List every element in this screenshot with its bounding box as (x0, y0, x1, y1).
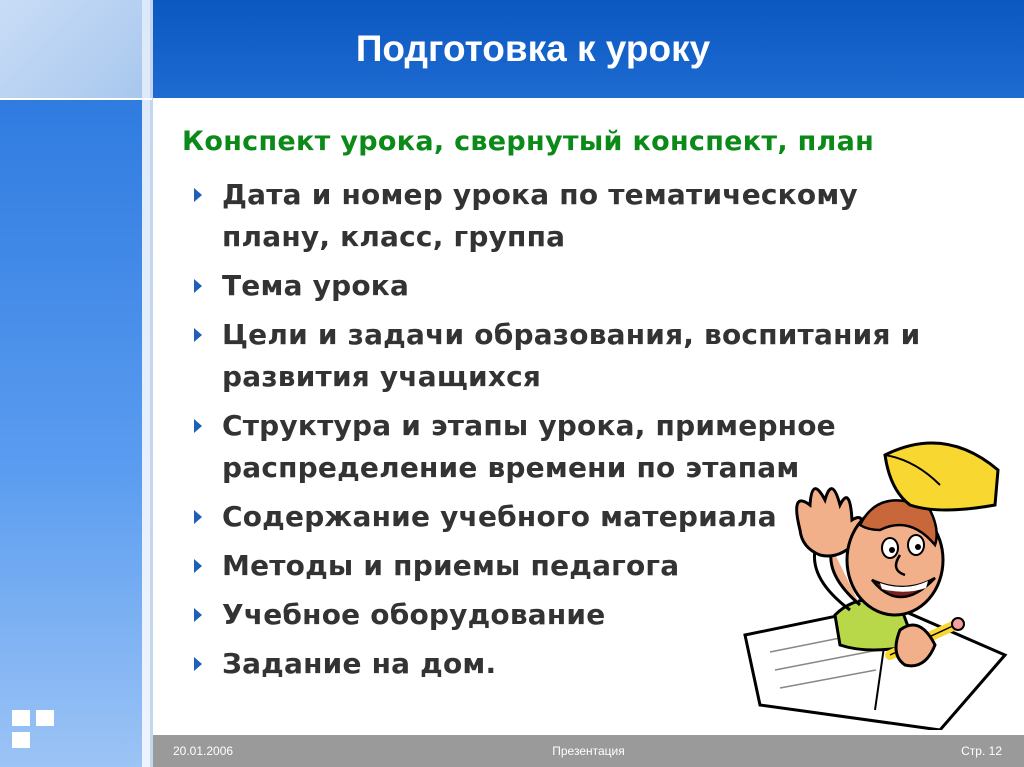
list-item (190, 314, 970, 398)
list-item-text: Структура и этапы урока, примерное распределение времени по этапам (222, 409, 836, 484)
slide-title: Подготовка к уроку (355, 28, 711, 69)
triangle-bullet-icon (194, 188, 202, 202)
header-divider (153, 98, 1024, 102)
list-item (190, 265, 970, 307)
triangle-bullet-icon (194, 657, 202, 671)
vertical-divider (150, 0, 153, 767)
slide-subtitle: Конспект урока, свернутый конспект, план (182, 126, 875, 157)
left-sidebar-gradient (0, 98, 142, 767)
list-item-text: Методы и приемы педагога (222, 549, 680, 582)
triangle-bullet-icon (194, 279, 202, 293)
triangle-bullet-icon (194, 328, 202, 342)
cartoon-student-illustration (740, 430, 1010, 730)
left-top-panel (0, 0, 142, 98)
slide-footer (153, 735, 1024, 767)
list-item (190, 174, 970, 258)
list-item-text: Содержание учебного материала (222, 500, 777, 533)
list-item-text: Учебное оборудование (222, 598, 606, 631)
footer-date: 20.01.2006 (173, 744, 234, 758)
list-item-text: Задание на дом. (222, 647, 497, 680)
four-squares-logo (12, 710, 60, 758)
list-item-text: Дата и номер урока по тематическому плану, класс, группа (222, 178, 858, 253)
footer-title: Презентация (552, 744, 625, 758)
footer-page-number: Стр. 12 (961, 744, 1002, 758)
triangle-bullet-icon (194, 419, 202, 433)
triangle-bullet-icon (194, 559, 202, 573)
list-item-text: Цели и задачи образования, воспитания и развития учащихся (222, 318, 921, 393)
left-horizontal-divider (0, 98, 152, 100)
triangle-bullet-icon (194, 608, 202, 622)
triangle-bullet-icon (194, 510, 202, 524)
list-item-text: Тема урока (222, 269, 410, 302)
